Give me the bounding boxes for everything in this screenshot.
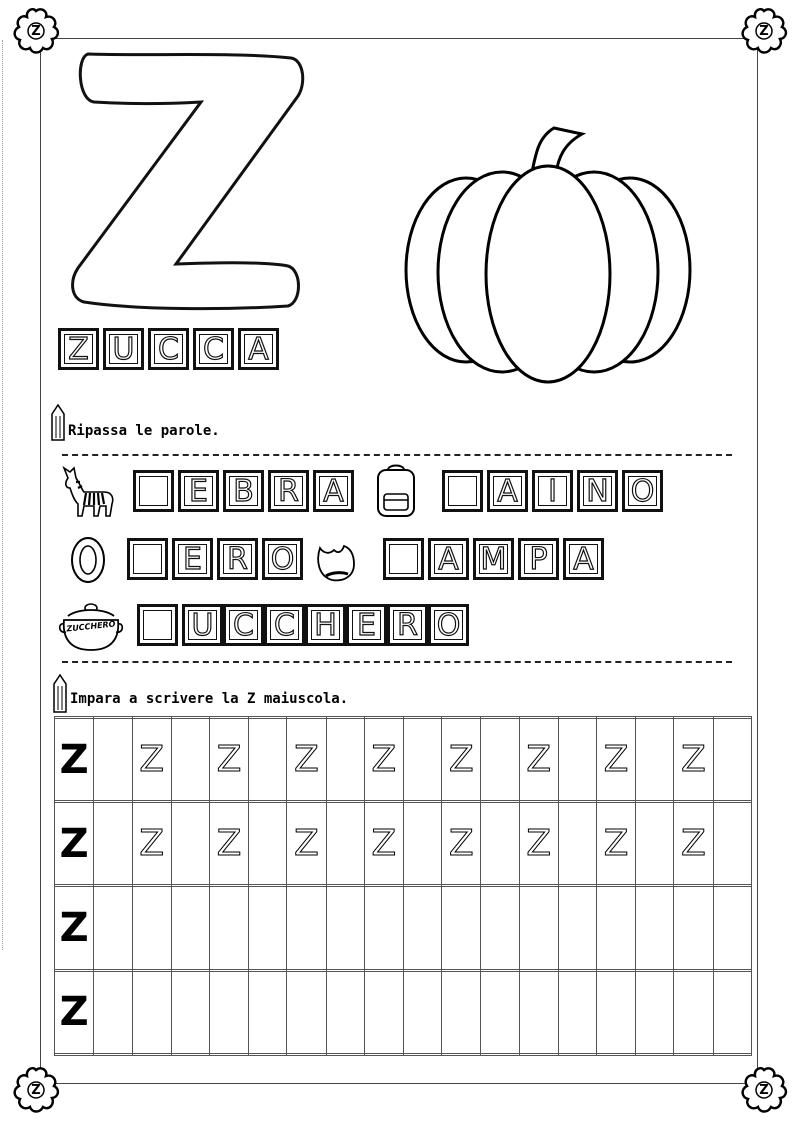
dotted-trace-letter: Z [603,738,629,780]
grid-row [55,887,752,969]
grid-cell[interactable] [597,1053,636,1055]
grid-cell[interactable] [287,719,326,801]
word-tiles-zucchero [137,604,469,646]
word-tiles-zampa [383,538,608,580]
grid-cell[interactable] [364,887,403,969]
grid-cell[interactable] [636,719,674,801]
grid-cell[interactable] [249,719,287,801]
grid-cell[interactable] [326,887,364,969]
practice-table [54,716,752,1056]
grid-cell[interactable] [713,887,751,969]
grid-cell[interactable] [713,803,751,885]
grid-cell[interactable] [249,1053,287,1055]
word-tiles-zebra [133,470,358,512]
letter-tile: I [532,470,573,512]
letter-tile: C [148,328,189,370]
grid-cell[interactable] [55,971,94,1053]
letter-tile: A [313,470,354,512]
grid-cell[interactable] [55,887,94,969]
grid-cell[interactable] [713,719,751,801]
letter-tile: R [387,604,428,646]
grid-cell[interactable] [326,971,364,1053]
grid-cell[interactable] [326,1053,364,1055]
grid-cell[interactable] [481,719,519,801]
instruction-review-words: Ripassa le parole. [68,423,220,439]
grid-cell[interactable] [209,719,248,801]
grid-cell[interactable] [94,719,132,801]
grid-cell[interactable] [326,719,364,801]
pencil-icon [50,404,66,442]
grid-cell[interactable] [287,1053,326,1055]
grid-cell[interactable] [674,971,713,1053]
dotted-trace-letter: Z [216,822,242,864]
grid-cell[interactable] [481,971,519,1053]
letter-tile: U [103,328,144,370]
corner-flower-top-right [738,5,790,57]
grid-cell[interactable] [132,887,171,969]
letter-tile: M [473,538,514,580]
letter-tile: C [223,604,264,646]
sugar-bowl-label: ZUCCHERO [66,619,116,634]
grid-cell[interactable] [713,971,751,1053]
grid-cell[interactable] [364,719,403,801]
dotted-trace-letter: Z [371,822,397,864]
word-tiles-zero [127,538,307,580]
grid-cell[interactable] [519,803,558,885]
grid-cell[interactable] [519,887,558,969]
dotted-trace-letter: Z [216,738,242,780]
dotted-trace-letter: Z [448,738,474,780]
grid-cell[interactable] [171,803,209,885]
grid-cell[interactable] [674,887,713,969]
grid-cell[interactable] [132,719,171,801]
letter-tile: C [264,604,305,646]
grid-cell[interactable] [636,887,674,969]
corner-letter: Z [31,23,41,39]
dotted-trace-letter: Z [448,822,474,864]
grid-cell[interactable] [403,971,441,1053]
grid-row [55,971,752,1053]
grid-cell[interactable] [94,887,132,969]
grid-cell[interactable] [674,803,713,885]
grid-cell[interactable] [132,971,171,1053]
dashed-divider-top [62,454,732,456]
dotted-trace-letter: Z [371,738,397,780]
grid-cell[interactable] [558,887,596,969]
corner-letter: Z [759,23,769,39]
blank-letter-tile[interactable] [133,470,174,512]
grid-cell[interactable] [403,887,441,969]
grid-cell[interactable] [364,971,403,1053]
letter-tile: E [346,604,387,646]
paw-icon [312,540,358,584]
grid-cell[interactable] [674,719,713,801]
grid-cell[interactable] [403,803,441,885]
grid-cell[interactable] [209,803,248,885]
grid-cell[interactable] [55,1053,94,1055]
letter-tile: O [622,470,663,512]
corner-letter: Z [759,1082,769,1098]
dotted-trace-letter: Z [139,822,164,864]
backpack-icon [370,462,422,520]
grid-cell[interactable] [249,887,287,969]
letter-tile: B [223,470,264,512]
grid-cell[interactable] [442,971,481,1053]
grid-cell[interactable] [94,803,132,885]
grid-row [55,719,752,801]
grid-cell[interactable] [326,803,364,885]
letter-tile: Z [58,328,99,370]
dotted-trace-letter: Z [526,738,552,780]
big-outline-letter [66,44,316,316]
grid-cell[interactable] [442,719,481,801]
main-word-tiles [58,328,283,370]
grid-cell[interactable] [55,803,94,885]
dotted-trace-letter: Z [681,822,706,864]
dotted-trace-letter: Z [603,822,629,864]
grid-cell[interactable] [132,803,171,885]
grid-cell[interactable] [171,719,209,801]
grid-cell[interactable] [94,1053,132,1055]
grid-cell[interactable] [636,971,674,1053]
grid-cell[interactable] [713,1053,751,1055]
letter-tile: U [182,604,223,646]
grid-cell[interactable] [209,1053,248,1055]
letter-tile: O [428,604,469,646]
grid-cell[interactable] [636,803,674,885]
grid-cell[interactable] [558,971,596,1053]
corner-flower-bottom-left [10,1064,62,1116]
grid-cell[interactable] [403,719,441,801]
letter-tile: A [428,538,469,580]
letter-tile: N [577,470,618,512]
grid-cell[interactable] [481,803,519,885]
model-letter: Z [59,736,89,783]
grid-cell[interactable] [132,1053,171,1055]
letter-tile: E [178,470,219,512]
sugar-bowl-icon [58,600,124,654]
left-edge-line [2,40,3,950]
grid-cell[interactable] [171,971,209,1053]
grid-cell[interactable] [171,1053,209,1055]
grid-cell[interactable] [403,1053,441,1055]
grid-row [55,803,752,885]
letter-tile: P [518,538,559,580]
grid-cell[interactable] [481,1053,519,1055]
corner-flower-top-left [10,5,62,57]
grid-cell[interactable] [249,971,287,1053]
grid-cell[interactable] [519,1053,558,1055]
grid-cell[interactable] [558,803,596,885]
corner-flower-bottom-right [738,1064,790,1116]
zebra-icon [60,464,118,520]
grid-cell[interactable] [481,887,519,969]
dotted-trace-letter: Z [294,822,319,864]
grid-cell[interactable] [209,887,248,969]
letter-tile: C [193,328,234,370]
letter-tile: E [172,538,213,580]
grid-cell[interactable] [597,803,636,885]
grid-cell[interactable] [249,803,287,885]
letter-tile: R [217,538,258,580]
blank-letter-tile[interactable] [383,538,424,580]
blank-letter-tile[interactable] [137,604,178,646]
writing-practice-grid [54,716,752,1056]
grid-cell[interactable] [558,719,596,801]
grid-cell[interactable] [171,887,209,969]
grid-cell[interactable] [442,1053,481,1055]
grid-cell[interactable] [287,803,326,885]
letter-tile: H [305,604,346,646]
pumpkin-icon [404,122,692,384]
grid-cell[interactable] [287,971,326,1053]
letter-tile: A [487,470,528,512]
letter-tile: O [262,538,303,580]
letter-tile: A [238,328,279,370]
letter-tile: A [563,538,604,580]
letter-tile: R [268,470,309,512]
grid-cell[interactable] [597,719,636,801]
grid-row [55,1053,752,1055]
model-letter: Z [59,989,89,1036]
dotted-trace-letter: Z [139,738,164,780]
instruction-write-uppercase: Impara a scrivere la Z maiuscola. [70,691,349,707]
grid-cell[interactable] [209,971,248,1053]
dashed-divider-bottom [62,661,732,663]
grid-cell[interactable] [94,971,132,1053]
grid-cell[interactable] [55,719,94,801]
dotted-trace-letter: Z [681,738,706,780]
corner-letter: Z [31,1082,41,1098]
blank-letter-tile[interactable] [127,538,168,580]
grid-cell[interactable] [364,1053,403,1055]
grid-cell[interactable] [636,1053,674,1055]
grid-cell[interactable] [519,971,558,1053]
pencil-icon [52,674,68,714]
grid-cell[interactable] [287,887,326,969]
dotted-trace-letter: Z [526,822,552,864]
model-letter: Z [59,820,89,867]
blank-letter-tile[interactable] [442,470,483,512]
grid-cell[interactable] [519,719,558,801]
grid-cell[interactable] [442,803,481,885]
grid-cell[interactable] [597,887,636,969]
model-letter: Z [59,905,89,952]
grid-cell[interactable] [597,971,636,1053]
grid-cell[interactable] [442,887,481,969]
zero-icon [68,535,108,585]
grid-cell[interactable] [674,1053,713,1055]
dotted-trace-letter: Z [294,738,319,780]
grid-cell[interactable] [558,1053,596,1055]
word-tiles-zaino [442,470,667,512]
grid-cell[interactable] [364,803,403,885]
